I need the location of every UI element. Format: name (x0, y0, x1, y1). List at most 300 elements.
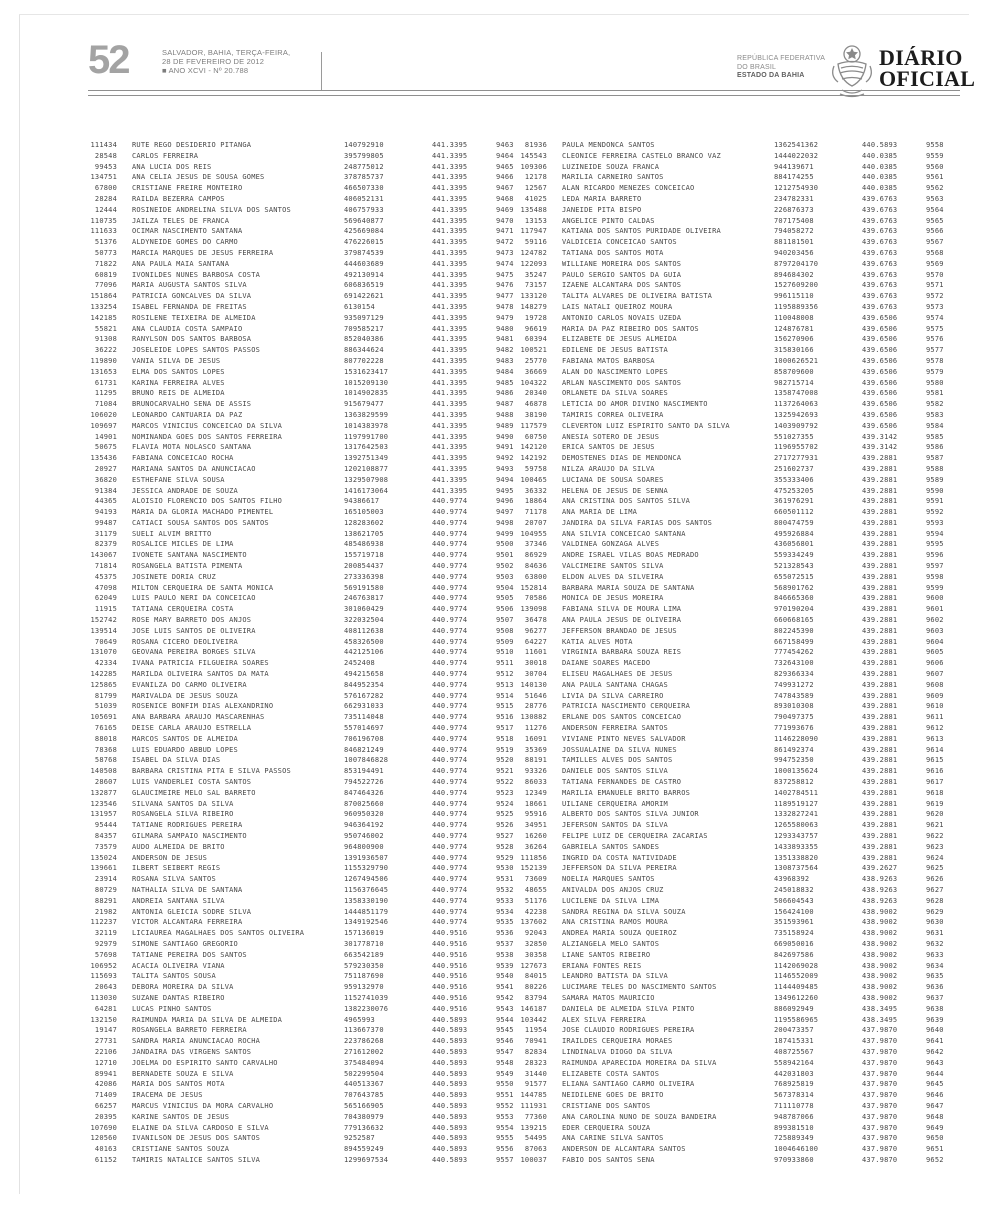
candidate-name: ELMA DOS SANTOS LOPES (132, 367, 225, 376)
score: 441.3395 (432, 378, 468, 387)
inscription-number: 133254 (90, 302, 117, 311)
rank: 9517 (496, 724, 514, 733)
document-number: 458326500 (344, 637, 384, 646)
rank: 9541 (496, 983, 514, 992)
score: 441.3395 (432, 302, 468, 311)
candidate-name: ALEX SILVA FERREIRA (562, 1015, 646, 1024)
candidate-name: ANA MARIA DE LIMA (562, 508, 638, 517)
inscription-number: 95444 (94, 821, 117, 830)
document-number: 1007846828 (344, 756, 389, 765)
candidate-name: CRISTIANE DOS SANTOS (562, 1101, 651, 1110)
rank: 9554 (496, 1123, 514, 1132)
table-row (505, 529, 944, 540)
table-row (505, 604, 944, 615)
document-number: 964800900 (344, 842, 384, 851)
score: 441.3395 (432, 292, 468, 301)
inscription-number: 78368 (94, 745, 117, 754)
score: 440.9516 (432, 1004, 468, 1013)
candidate-name: LIANE SANTOS RIBEIRO (562, 950, 651, 959)
score: 437.9870 (862, 1037, 898, 1046)
inscription-number: 125865 (90, 680, 117, 689)
score: 440.9774 (432, 518, 468, 527)
inscription-number: 71814 (94, 562, 117, 571)
score: 439.6506 (862, 313, 898, 322)
table-row (75, 939, 514, 950)
score: 440.9774 (432, 885, 468, 894)
document-number: 1142069028 (774, 961, 819, 970)
candidate-name: DANIELA DE ALMEIDA SILVA PINTO (562, 1004, 695, 1013)
candidate-name: IVANA PATRICIA FILGUEIRA SOARES (132, 659, 269, 668)
candidate-name: MONICA DE JESUS MOREIRA (562, 594, 664, 603)
candidate-name: BERNADETE SOUZA E SILVA (132, 1069, 234, 1078)
candidate-name: CATIACI SOUSA SANTOS DOS SANTOS (132, 518, 269, 527)
rank: 9591 (926, 497, 944, 506)
inscription-number: 132150 (90, 1015, 117, 1024)
rank: 9494 (496, 475, 514, 484)
inscription-number: 70941 (524, 1037, 547, 1046)
document-number: 982715714 (774, 378, 814, 387)
candidate-name: ANA CLAUDIA COSTA SAMPAIO (132, 324, 243, 333)
score: 440.9516 (432, 950, 468, 959)
rank: 9549 (496, 1069, 514, 1078)
candidate-name: ALZIANGELA MELO SANTOS (562, 939, 660, 948)
table-row (75, 518, 514, 529)
table-row (75, 853, 514, 864)
candidate-name: ISABEL DA SILVA DIAS (132, 756, 221, 765)
table-row (75, 205, 514, 216)
document-number: 994752350 (774, 756, 814, 765)
inscription-number: 54495 (524, 1134, 547, 1143)
rank: 9532 (496, 885, 514, 894)
score: 440.9774 (432, 616, 468, 625)
score: 439.2881 (862, 454, 898, 463)
rank: 9551 (496, 1091, 514, 1100)
score: 437.9870 (862, 1145, 898, 1154)
score: 440.9774 (432, 637, 468, 646)
inscription-number: 35247 (524, 270, 547, 279)
inscription-number: 36222 (94, 346, 117, 355)
inscription-number: 11295 (94, 389, 117, 398)
rank: 9524 (496, 799, 514, 808)
rank: 9555 (496, 1134, 514, 1143)
inscription-number: 86033 (524, 778, 547, 787)
table-row (75, 140, 514, 151)
rank: 9613 (926, 734, 944, 743)
inscription-number: 48655 (524, 885, 547, 894)
candidate-name: JEFFERSON BRANDAO DE JESUS (562, 626, 677, 635)
score: 440.9774 (432, 864, 468, 873)
table-row (505, 399, 944, 410)
table-row (505, 907, 944, 918)
document-number: 725889349 (774, 1134, 814, 1143)
table-row (75, 270, 514, 281)
rank: 9513 (496, 680, 514, 689)
score: 439.2881 (862, 702, 898, 711)
score: 439.2881 (862, 799, 898, 808)
table-row (505, 280, 944, 291)
document-number: 893010308 (774, 702, 814, 711)
candidate-name: IVONILDES NUNES BARBOSA COSTA (132, 270, 261, 279)
table-row (505, 799, 944, 810)
table-row (75, 324, 514, 335)
table-row (505, 1101, 944, 1112)
score: 441.3395 (432, 141, 468, 149)
document-number: 691422621 (344, 292, 384, 301)
score: 439.2881 (862, 832, 898, 840)
table-row (505, 539, 944, 550)
rank: 9486 (496, 389, 514, 398)
candidate-name: SANDRA REGINA DA SILVA SOUZA (562, 907, 686, 916)
candidate-name: CLEVERTON LUIZ ESPIRITO SANTO DA SILVA (562, 421, 730, 430)
candidate-name: ALDYNEIDE GOMES DO CARMO (132, 238, 238, 247)
table-row (75, 216, 514, 227)
score: 440.5893 (432, 1069, 468, 1078)
score: 437.9870 (862, 1069, 898, 1078)
score: 437.9870 (862, 1134, 898, 1143)
candidate-name: ANA LUCIA DOS REIS (132, 162, 212, 171)
rank: 9572 (926, 292, 944, 301)
table-row (505, 658, 944, 669)
candidate-name: ANDREA MARIA SOUZA QUEIROZ (562, 929, 677, 938)
score: 437.9870 (862, 1123, 898, 1132)
inscription-number: 51376 (94, 238, 117, 247)
rank: 9535 (496, 918, 514, 927)
candidate-name: ANDERSON DE ALCANTARA SANTOS (562, 1145, 686, 1154)
rank: 9607 (926, 670, 944, 679)
document-number: 1196955702 (774, 443, 819, 452)
rank: 9627 (926, 885, 944, 894)
table-row (505, 507, 944, 518)
candidate-name: SAMARA MATOS MAURICIO (562, 993, 655, 1002)
inscription-number: 77360 (524, 1112, 547, 1121)
rank: 9577 (926, 346, 944, 355)
score: 439.2881 (862, 756, 898, 765)
table-row (75, 680, 514, 691)
candidate-name: RAIMUNDA MARIA DA SILVA DE ALMEIDA (132, 1015, 283, 1024)
rank: 9542 (496, 993, 514, 1002)
inscription-number: 115693 (90, 972, 117, 981)
inscription-number: 73157 (524, 281, 547, 290)
table-row (75, 896, 514, 907)
rank: 9540 (496, 972, 514, 981)
score: 438.9002 (862, 929, 898, 938)
table-row (75, 1004, 514, 1015)
candidate-name: VIRGINIA BARBARA SOUZA REIS (562, 648, 682, 657)
inscription-number: 142185 (90, 313, 117, 322)
document-number: 1349612260 (774, 993, 819, 1002)
score: 439.2881 (862, 734, 898, 743)
score: 441.3395 (432, 281, 468, 290)
table-row (505, 1144, 944, 1155)
score: 441.3395 (432, 486, 468, 495)
score: 440.9774 (432, 842, 468, 851)
rank: 9519 (496, 745, 514, 754)
document-number: 568901762 (774, 583, 814, 592)
inscription-number: 55821 (94, 324, 117, 333)
document-number: 408112638 (344, 626, 384, 635)
inscription-number: 44365 (94, 497, 117, 506)
table-row (505, 237, 944, 248)
rank: 9590 (926, 486, 944, 495)
table-row (505, 950, 944, 961)
document-number: 569191580 (344, 583, 384, 592)
table-row (75, 432, 514, 443)
table-row (505, 809, 944, 820)
candidate-name: GLAUCIMEIRE MELO SAL BARRETO (132, 788, 256, 797)
document-number: 940203456 (774, 248, 814, 257)
document-number: 1146228090 (774, 734, 819, 743)
score: 439.6763 (862, 302, 898, 311)
candidate-name: TALITA ALVARES DE OLIVEIRA BATISTA (562, 292, 713, 301)
score: 439.3142 (862, 432, 898, 441)
score: 439.2881 (862, 508, 898, 517)
document-number: 567378314 (774, 1091, 814, 1100)
inscription-number: 42086 (94, 1080, 117, 1089)
rank: 9477 (496, 292, 514, 301)
table-row (505, 820, 944, 831)
edition-line: ■ ANO XCVI - Nº 20.788 (162, 66, 249, 75)
table-row (505, 345, 944, 356)
document-number: 1293343757 (774, 832, 819, 840)
inscription-number: 82379 (94, 540, 117, 549)
candidate-name: ANDRE ISRAEL VILAS BOAS MEDRADO (562, 551, 699, 560)
score: 441.3395 (432, 173, 468, 182)
score: 439.2881 (862, 767, 898, 776)
score: 439.6506 (862, 421, 898, 430)
inscription-number: 134751 (90, 173, 117, 182)
table-row (75, 658, 514, 669)
candidate-name: IZAENE ALCANTARA DOS SANTOS (562, 281, 682, 290)
rank: 9560 (926, 162, 944, 171)
document-number: 669050016 (774, 939, 814, 948)
score: 440.9774 (432, 853, 468, 862)
score: 439.6763 (862, 259, 898, 268)
inscription-number: 25770 (524, 356, 547, 365)
score: 437.9870 (862, 1058, 898, 1067)
inscription-number: 84636 (524, 562, 547, 571)
inscription-number: 77096 (94, 281, 117, 290)
score: 439.2881 (862, 464, 898, 473)
rank: 9620 (926, 810, 944, 819)
document-number: 569640877 (344, 216, 384, 225)
document-number: 1382230076 (344, 1004, 389, 1013)
table-row (75, 388, 514, 399)
document-number: 110048008 (774, 313, 814, 322)
candidate-name: DANIELE DOS SANTOS SILVA (562, 767, 668, 776)
table-row (505, 961, 944, 972)
inscription-number: 66257 (94, 1101, 117, 1110)
document-number: 1332827241 (774, 810, 819, 819)
table-row (75, 464, 514, 475)
candidate-name: NOELIA MARQUES SANTOS (562, 875, 655, 884)
inscription-number: 41025 (524, 194, 547, 203)
candidate-name: OCIMAR NASCIMENTO SANTANA (132, 227, 243, 236)
rank: 9634 (926, 961, 944, 970)
rank: 9545 (496, 1026, 514, 1035)
score: 439.2881 (862, 842, 898, 851)
rank: 9502 (496, 562, 514, 571)
candidate-name: LIVIA DA SILVA CARREIRO (562, 691, 664, 700)
rank: 9575 (926, 324, 944, 333)
document-number: 915679477 (344, 400, 384, 409)
rank: 9652 (926, 1155, 944, 1164)
rank: 9585 (926, 432, 944, 441)
score: 437.9870 (862, 1112, 898, 1121)
document-number: 43968392 (774, 875, 810, 884)
rank: 9605 (926, 648, 944, 657)
document-number: 157136019 (344, 929, 384, 938)
document-number: 557014697 (344, 724, 384, 733)
candidate-name: CRISTIANE SANTOS SOUZA (132, 1145, 230, 1154)
rank: 9595 (926, 540, 944, 549)
rank: 9645 (926, 1080, 944, 1089)
table-row (505, 971, 944, 982)
inscription-number: 99453 (94, 162, 117, 171)
document-number: 444603689 (344, 259, 384, 268)
score: 439.2881 (862, 497, 898, 506)
inscription-number: 95916 (524, 810, 547, 819)
table-row (75, 917, 514, 928)
inscription-number: 103442 (520, 1015, 547, 1024)
inscription-number: 30704 (524, 670, 547, 679)
rank: 9553 (496, 1112, 514, 1121)
candidate-name: JEFFERSON DA SILVA PEREIRA (562, 864, 677, 873)
table-row (505, 550, 944, 561)
table-row (75, 399, 514, 410)
candidate-name: JANEIDE PITA BISPO (562, 205, 642, 214)
inscription-number: 22106 (94, 1047, 117, 1056)
document-number: 800474759 (774, 518, 814, 527)
document-number: 113667370 (344, 1026, 384, 1035)
score: 440.5893 (432, 1101, 468, 1110)
table-row (505, 842, 944, 853)
rank: 9515 (496, 702, 514, 711)
score: 439.6763 (862, 248, 898, 257)
inscription-number: 107690 (90, 1123, 117, 1132)
inscription-number: 35369 (524, 745, 547, 754)
candidate-name: LUCIANA DE SOUSA SOARES (562, 475, 664, 484)
table-row (75, 378, 514, 389)
score: 441.3395 (432, 151, 468, 160)
table-row (505, 1036, 944, 1047)
candidate-name: ESTHEFANE SILVA SOUSA (132, 475, 225, 484)
inscription-number: 87063 (524, 1145, 547, 1154)
score: 439.2881 (862, 724, 898, 733)
score: 438.3495 (862, 1004, 898, 1013)
score: 439.6763 (862, 281, 898, 290)
score: 440.9774 (432, 540, 468, 549)
inscription-number: 88191 (524, 756, 547, 765)
rank: 9474 (496, 259, 514, 268)
inscription-number: 46878 (524, 400, 547, 409)
table-row (75, 1015, 514, 1026)
score: 440.9516 (432, 929, 468, 938)
rank: 9465 (496, 162, 514, 171)
inscription-number: 42238 (524, 907, 547, 916)
document-number: 301060429 (344, 605, 384, 614)
table-row (75, 442, 514, 453)
rank: 9488 (496, 410, 514, 419)
inscription-number: 91384 (94, 486, 117, 495)
rank: 9629 (926, 907, 944, 916)
document-number: 1195586965 (774, 1015, 819, 1024)
inscription-number: 58768 (94, 756, 117, 765)
rank: 9493 (496, 464, 514, 473)
table-row (75, 1112, 514, 1123)
document-number: 559334249 (774, 551, 814, 560)
document-number: 660501112 (774, 508, 814, 517)
rank: 9467 (496, 184, 514, 193)
rank: 9523 (496, 788, 514, 797)
rank: 9539 (496, 961, 514, 970)
candidate-name: VIVIANE PINTO NEVES SALVADOR (562, 734, 686, 743)
inscription-number: 119890 (90, 356, 117, 365)
document-number: 4965993 (344, 1015, 375, 1024)
rank: 9619 (926, 799, 944, 808)
rank: 9537 (496, 939, 514, 948)
document-number: 8797204170 (774, 259, 819, 268)
document-number: 565166905 (344, 1101, 384, 1110)
document-number: 315830166 (774, 346, 814, 355)
table-row (75, 820, 514, 831)
inscription-number: 51039 (94, 702, 117, 711)
rank: 9638 (926, 1004, 944, 1013)
score: 439.6763 (862, 270, 898, 279)
rank: 9648 (926, 1112, 944, 1121)
inscription-number: 100037 (520, 1155, 547, 1164)
table-row (75, 799, 514, 810)
candidate-name: TALITA SANTOS SOUSA (132, 972, 216, 981)
score: 441.3395 (432, 432, 468, 441)
document-number: 751187690 (344, 972, 384, 981)
candidate-name: MARILIA EMANUELE BRITO BARROS (562, 788, 691, 797)
inscription-number: 36332 (524, 486, 547, 495)
document-number: 837258812 (774, 778, 814, 787)
candidate-name: ERLANE DOS SANTOS CONCEICAO (562, 713, 682, 722)
document-number: 802245390 (774, 626, 814, 635)
inscription-number: 110735 (90, 216, 117, 225)
score: 441.3395 (432, 259, 468, 268)
inscription-number: 28323 (524, 1058, 547, 1067)
inscription-number: 106952 (90, 961, 117, 970)
candidate-name: KATIANA DOS SANTOS PURIDADE OLIVEIRA (562, 227, 721, 236)
table-row (75, 669, 514, 680)
candidate-name: ELIZABETE DE JESUS ALMEIDA (562, 335, 677, 344)
score: 438.9002 (862, 993, 898, 1002)
score: 438.9002 (862, 918, 898, 927)
rank: 9574 (926, 313, 944, 322)
inscription-number: 28548 (94, 151, 117, 160)
table-row (505, 183, 944, 194)
table-row (75, 647, 514, 658)
rank: 9509 (496, 637, 514, 646)
rank: 9610 (926, 702, 944, 711)
document-number: 361976291 (774, 497, 814, 506)
rank: 9644 (926, 1069, 944, 1078)
document-number: 1416173064 (344, 486, 389, 495)
document-number: 248775012 (344, 162, 384, 171)
candidate-name: MARILIA CARNEIRO SANTOS (562, 173, 664, 182)
gazette-header (0, 0, 987, 100)
inscription-number: 127673 (520, 961, 547, 970)
score: 437.9870 (862, 1047, 898, 1056)
inscription-number: 145543 (520, 151, 547, 160)
score: 441.3395 (432, 389, 468, 398)
score: 440.9774 (432, 832, 468, 840)
score: 439.6506 (862, 324, 898, 333)
candidate-name: ILBERT SEIBERT REGIS (132, 864, 221, 873)
document-number: 1197991700 (344, 432, 389, 441)
